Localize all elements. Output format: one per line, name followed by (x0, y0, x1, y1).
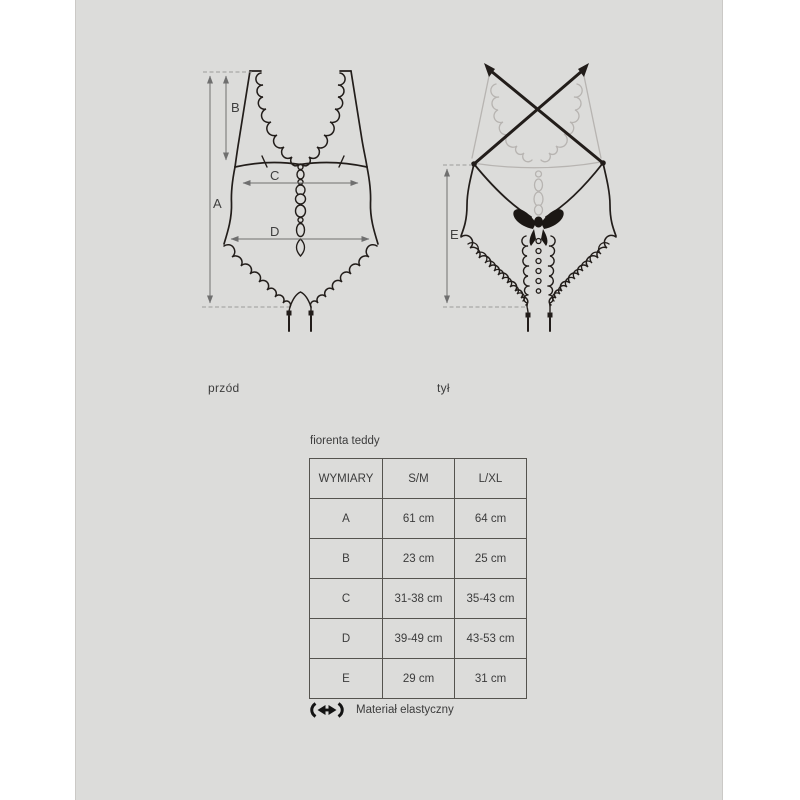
value-cell-sm: 61 cm (383, 499, 455, 539)
front-view-drawing (224, 71, 378, 331)
dimension-cell: B (310, 539, 383, 579)
column-header-sm: S/M (383, 459, 455, 499)
value-cell-sm: 29 cm (383, 659, 455, 699)
front-view-label: przód (208, 381, 240, 395)
value-cell-lxl: 43-53 cm (455, 619, 527, 659)
size-chart-header-row (310, 459, 527, 499)
front-button-chain (296, 165, 306, 257)
back-lacing-beads (536, 239, 541, 294)
back-crossed-straps (471, 63, 606, 167)
value-cell-lxl: 25 cm (455, 539, 527, 579)
dimension-cell: D (310, 619, 383, 659)
table-row (310, 499, 527, 539)
value-cell-lxl: 31 cm (455, 659, 527, 699)
table-row (310, 659, 527, 699)
dimension-label-d: D (270, 224, 280, 239)
column-header-lxl: L/XL (455, 459, 527, 499)
table-row (310, 579, 527, 619)
value-cell-sm: 23 cm (383, 539, 455, 579)
table-row (310, 619, 527, 659)
table-row (310, 539, 527, 579)
size-chart-table (309, 458, 527, 699)
value-cell-lxl: 35-43 cm (455, 579, 527, 619)
back-view-drawing (461, 63, 616, 331)
product-name: fiorenta teddy (310, 435, 380, 447)
dimension-cell: C (310, 579, 383, 619)
column-header-dimensions: WYMIARY (310, 459, 383, 499)
dimension-label-e: E (450, 227, 459, 242)
value-cell-lxl: 64 cm (455, 499, 527, 539)
dimension-label-c: C (270, 168, 280, 183)
value-cell-sm: 31-38 cm (383, 579, 455, 619)
dimension-cell: E (310, 659, 383, 699)
material-note (308, 701, 454, 719)
dimension-cell: A (310, 499, 383, 539)
value-cell-sm: 39-49 cm (383, 619, 455, 659)
elastic-stretch-icon (308, 702, 346, 718)
dimension-label-a: A (213, 196, 222, 211)
front-garter-straps (287, 307, 314, 331)
dimension-label-b: B (231, 100, 240, 115)
back-garter-straps (526, 306, 553, 331)
back-view-label: tył (437, 381, 450, 395)
material-note-label: Materiał elastyczny (356, 704, 454, 716)
